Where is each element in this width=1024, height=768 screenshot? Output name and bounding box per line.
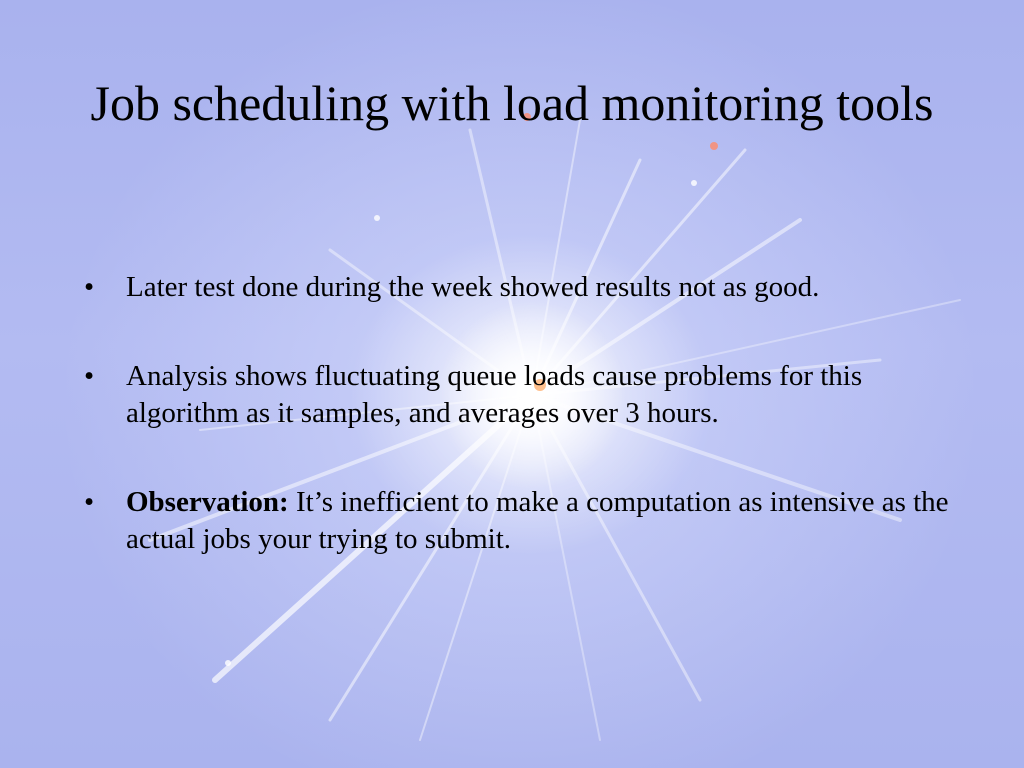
- bullet-text: It’s inefficient to make a computation as intensive as the actual jobs your trying to submit.: [126, 486, 949, 555]
- bullet-icon: •: [84, 271, 95, 303]
- bullet-icon: •: [84, 360, 95, 392]
- bullet-item: [84, 358, 964, 432]
- bullet-lead-label: Observation:: [126, 486, 289, 518]
- bullet-icon: •: [84, 486, 95, 518]
- bullet-list: [84, 269, 964, 610]
- bullet-text: Analysis shows fluctuating queue loads cause problems for this algorithm as it samples, and averages over 3 hours.: [126, 360, 863, 429]
- bullet-item: [84, 269, 964, 306]
- bullet-text: Later test done during the week showed results not as good.: [126, 271, 820, 303]
- slide-title: Job scheduling with load monitoring tools: [90, 75, 934, 131]
- bullet-item: [84, 484, 964, 558]
